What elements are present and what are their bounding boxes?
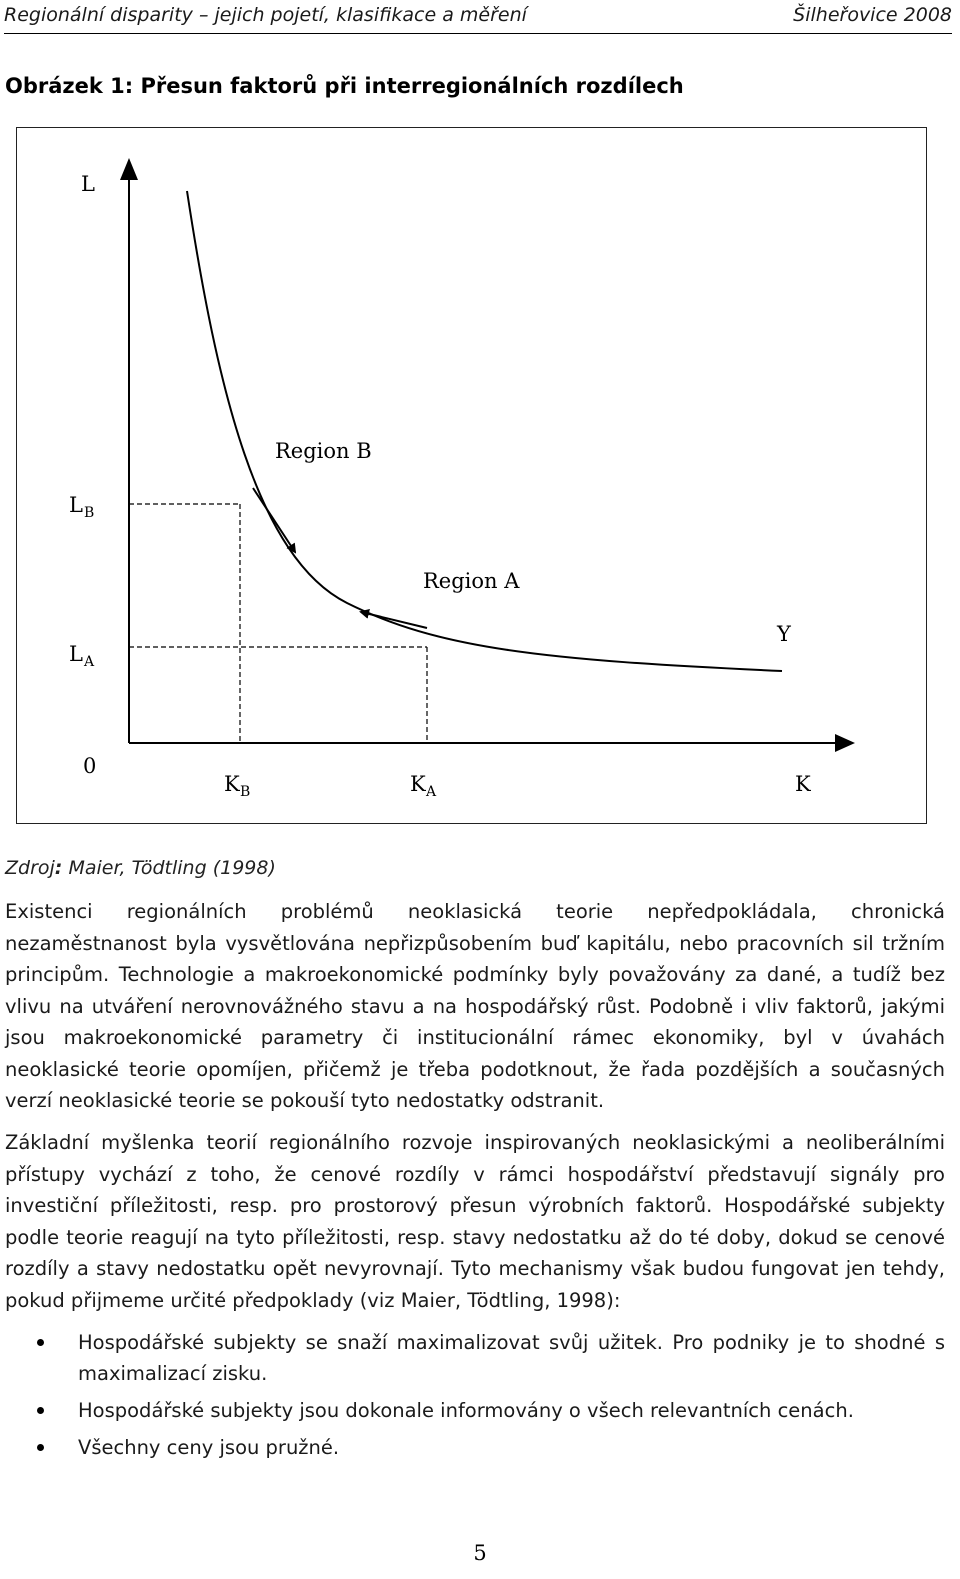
figure-title: Obrázek 1: Přesun faktorů při interregionálních rozdílech: [5, 74, 684, 98]
bullet-icon: [37, 1444, 44, 1451]
source-prefix: Zdroj: [5, 857, 55, 879]
header-event: Šilheřovice 2008: [793, 4, 952, 26]
list-item-text: Hospodářské subjekty jsou dokonale informovány o všech relevantních cenách.: [78, 1399, 854, 1422]
region-b-arrow: [253, 488, 295, 552]
list-item: [0, 1327, 945, 1389]
curve-label: Y: [777, 622, 791, 646]
lb-subscript: B: [84, 505, 95, 521]
ka-label: K: [410, 772, 426, 796]
source-colon: :: [54, 857, 63, 879]
list-item-text: Hospodářské subjekty se snaží maximalizovat svůj užitek. Pro podniky je to shodné s maximalizací zisku.: [78, 1331, 945, 1385]
y-axis-label: L: [81, 172, 95, 196]
factor-shift-diagram: [17, 128, 928, 825]
running-header: [4, 4, 952, 30]
figure-frame: [16, 127, 927, 824]
y-axis-arrow-icon: [120, 158, 138, 180]
list-item-text: Všechny ceny jsou pružné.: [78, 1436, 340, 1459]
header-title: Regionální disparity – jejich pojetí, klasifikace a měření: [4, 4, 527, 26]
ka-subscript: A: [426, 784, 437, 800]
lb-label: L: [69, 493, 83, 517]
assumption-list: [0, 1327, 945, 1469]
kb-label: K: [224, 772, 240, 796]
region-b-label: Region B: [275, 439, 372, 463]
page-number: 5: [473, 1541, 487, 1565]
figure-source: [5, 857, 276, 879]
x-axis-label: K: [795, 772, 811, 796]
bullet-icon: [37, 1339, 44, 1346]
list-item: [0, 1432, 945, 1463]
kb-subscript: B: [240, 784, 251, 800]
bullet-icon: [37, 1407, 44, 1414]
source-text: Maier, Tödtling (1998): [62, 857, 276, 879]
paragraph-2: Základní myšlenka teorií regionálního rozvoje inspirovaných neoklasickými a neoliberálními přístupy vychází z toho, že cenové rozdíly v rámci hospodářství představují signály pro investiční příležitosti, resp. pro prostorový přesun výrobních faktorů. Hospodářské subjekty podle teorie reagují na tyto příležitosti, resp. stavy nedostatku až do té doby, dokud se cenové rozdíly a stavy nedostatku opět nevyrovnají. Tyto mechanismy však budou fungovat jen tehdy, pokud přijmeme určité předpoklady (viz Maier, Tödtling, 1998):: [5, 1131, 945, 1312]
region-a-label: Region A: [423, 569, 520, 593]
header-rule: [4, 33, 952, 34]
isoquant-curve: [187, 191, 782, 671]
paragraph-1: Existenci regionálních problémů neoklasická teorie nepředpokládala, chronická nezaměstnanost byla vysvětlována nepřizpůsobením buď kapitálu, nebo pracovních sil tržním principům. Technologie a makroekonomické podmínky byly považovány za dané, a tudíž bez vlivu na utváření nerovnovážného stavu a na hospodářský růst. Podobně i vliv faktorů, jakými jsou makroekonomické parametry či institucionální rámec ekonomiky, byl v úvahách neoklasické teorie opomíjen, přičemž je třeba podotknout, že řada pozdějších a současných verzí neoklasické teorie se pokouší tyto nedostatky odstranit.: [5, 900, 945, 1112]
origin-label: 0: [83, 754, 97, 778]
la-subscript: A: [84, 654, 95, 670]
la-label: L: [69, 642, 83, 666]
list-item: [0, 1395, 945, 1426]
region-a-arrow: [361, 612, 427, 628]
x-axis-arrow-icon: [835, 734, 855, 752]
